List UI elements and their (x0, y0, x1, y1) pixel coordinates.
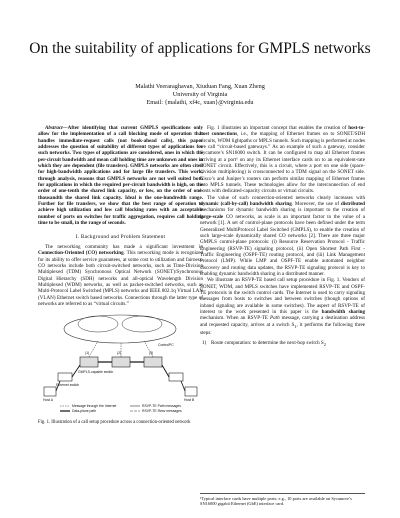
host-b-label: Host B (184, 398, 195, 403)
link-host-b (181, 381, 185, 391)
intro-text-a: The networking community has made a significant investment in (45, 243, 203, 250)
switch-2-label: (2) (117, 351, 122, 356)
cloud-lobe-left (78, 316, 118, 332)
rp2-b: dynamic (call-by-call) bandwidth sharing (200, 201, 292, 208)
rp3-b: bandwidth sharing (321, 308, 365, 315)
step-item (200, 340, 365, 348)
ethernet-switch-right (169, 373, 183, 381)
author-affiliation: University of Virginia (172, 91, 228, 98)
author-names: Malathi Veeraraghavan, Xiuduan Fang, Xuan Zheng (135, 83, 265, 90)
link-s3-to-right (162, 365, 169, 377)
switch-3 (144, 357, 162, 367)
abstract (38, 125, 203, 227)
network-diagram (38, 311, 203, 415)
rp2-f: large-scale (200, 213, 224, 220)
switch-type-label: GMPLS-capable switch (78, 370, 114, 375)
intro-text-c: . This networking mode is recognized for its ability to offer service guarantees, at some cost to utilization and fairness. CO networks include both circuit-switched networks, such as Time-Division Multiplexed (TDM) Synchronous Optical Network (SONET)/Synchronous Digital Hierarchy (SDH) networks and all-optical Wavelength Division Multiplexed (WDM) networks, as well as packet-switched networks, such as Multi-Protocol Label Switched (MPLS) networks and IEEE 802.1q Virtual LAN (VLAN) Ethernet switch based networks. Connections through the latter type of networks are referred to as “virtual circuits.” (38, 250, 203, 307)
footnote: ¹Typical interface cards have multiple ports; e.g., 10 ports are available on Sycamore’s SN16000 gigabit Ethernet (GbE) interface card. (200, 493, 365, 507)
rp1-a: Fig. 1 illustrates an important concept that enables the creation of (207, 125, 349, 131)
steps-list (200, 340, 365, 348)
rp1-c: , i.e., the mapping of Ethernet frames on to SONET/SDH circuits, WDM lightpaths or MPLS tunnels. Such mapping is performed at nodes we call “circuit-based gateways.” As an example of such a gateway, consider Sycamore’s SN16000 switch. It can be configured to map all Ethernet frames arriving at a port¹ on any its Ethernet interface cards on to an equivalent-rate SONET circuit. Effectively, this is a circuit, where a port on one side (space-division multiplexing) is crossconnected to a TDM signal on the SONET side. Cisco’s and Juniper’s routers can perform similar mapping of Ethernet frames into MPLS tunnels. These technologies allow for the interconnection of end hosts with dedicated-capacity circuits or virtual circuits. (200, 131, 366, 195)
switch-1-label: (1) (85, 351, 90, 356)
rp2-g: CO networks, as scale is an important factor to the value of a network [1]. A set of control-plane protocols have been defined under the term Generalized MultiProtocol Label Switched (GMPLS), to enable the creation of such large-scale dynamically shared CO networks [2]. There are three major GMPLS control-plane protocols: (i) Resource Reservation Protocol - Traffic Engineering (RSVP-TE) signaling protocol, (ii) Open Shortest Path First - Traffic Engineering (OSPF-TE) routing protocol, and (iii) Link Management Protocol (LMP). While LMP and OSPF-TE enable automated neighbor discovery and routing data updates, the RSVP-TE signaling protocol is key to enabling dynamic bandwidth sharing in a distributed manner. (200, 213, 365, 277)
rp3-e: message, carrying a destination address and requested capacity, arrives at a switch S (200, 315, 365, 328)
paper-title: On the suitability of applications for GMPLS networks (29, 40, 371, 57)
step-text: Route computation: to determine the next-hop switch S (211, 340, 324, 347)
step-number: 1) (202, 340, 207, 347)
figure-caption: Fig. 1. Illustration of a call setup procedure across a connection-oriented network (38, 419, 191, 425)
ethernet-switch-label: Ethernet switch (56, 383, 80, 388)
legend-path: RSVP-TE Path messages (142, 404, 182, 409)
rp3-a: We illustrate an RSVP-TE based call setup procedure in Fig. 1. Vendors of SONET, WDM, and MPLS switches have implemented RSVP-TE and OSPF-TE protocols in the switch control cards. The Internet is used to carry signaling messages from hosts to switches and between switches (though options of inband signaling are available in some switches). The aspect of RSVP-TE of interest to the work presented in this paper is the (200, 277, 365, 315)
right-paragraph-1 (200, 125, 365, 195)
legend-msg: Message through the Internet (72, 404, 117, 409)
section-heading: I. Background and Problem Statement (75, 233, 166, 240)
author-block (0, 83, 400, 107)
rp1-b: host-to-host connections (200, 125, 365, 138)
host-a-box (44, 387, 56, 396)
rp2-d: distributed (340, 201, 365, 208)
rp3-d: Path (270, 315, 280, 322)
author-email: Email: {malathi, xf4c, xuan}@virginia.edu (146, 99, 254, 106)
switch-2 (112, 357, 130, 367)
host-b-box (185, 387, 197, 396)
controlpc-label: ControlPC (158, 343, 174, 348)
abstract-lead: Abstract— (45, 125, 68, 131)
switch-1 (80, 357, 98, 367)
switch-3-label: (3) (149, 351, 154, 356)
signal-line-1 (89, 341, 98, 357)
rp2-a: The value of such connection-oriented networks clearly increases with (207, 194, 365, 201)
cloud-lobe-right (122, 316, 162, 332)
intro-paragraph (38, 244, 203, 307)
rp2-e: mechanisms for dynamic bandwidth sharing is important to the creation of (200, 207, 365, 214)
legend-resv: RSVP-TE Resv messages (142, 409, 182, 414)
rp2-c: . Moreover, the use of (291, 201, 341, 208)
right-column (200, 125, 365, 349)
step-sub: 2 (323, 342, 326, 348)
legend-data: Data-plane path (72, 409, 97, 414)
internet-cloud (64, 315, 176, 343)
host-a-label: Host A (43, 398, 53, 403)
rp3-f: 1 (294, 323, 297, 329)
figure-1 (38, 311, 203, 425)
rp3-g: , it performs the following three steps: (200, 321, 365, 337)
rp3-c: mechanism. When an RSVP-TE (200, 315, 270, 322)
ethernet-switch-left (58, 373, 72, 381)
abstract-text: After identifying that current GMPLS specifications only allow for the implementation of a call blocking mode of operation that handles immediate-request calls (not book-ahead calls), this paper addresses the question of suitability of different types of applications for such networks. Two types of applications are considered, ones in which the per-circuit bandwidth and mean call holding time are unknown and ones in which they are dependent (file transfers). GMPLS networks are often cited for high-bandwidth applications and for large file transfers. This work, through analysis, reasons that GMPLS networks are not well suited both for applications in which the required per-circuit bandwidth is high, on the order of one-tenth the shared link capacity, or low, on the order of one-thousandth the shared link capacity. Ideal is the one-hundredth range. Further for file transfers, we show that the best range of operation to achieve high utilization and low call blocking rates with an acceptable number of ports on switches for traffic aggregation, requires call holding time to be small, in the range of seconds. (38, 125, 203, 227)
intro-emphasis: Connection-Oriented (CO) networking (38, 250, 124, 257)
left-column (38, 125, 203, 425)
right-paragraph-3 (200, 277, 365, 336)
right-paragraph-2 (200, 195, 365, 277)
